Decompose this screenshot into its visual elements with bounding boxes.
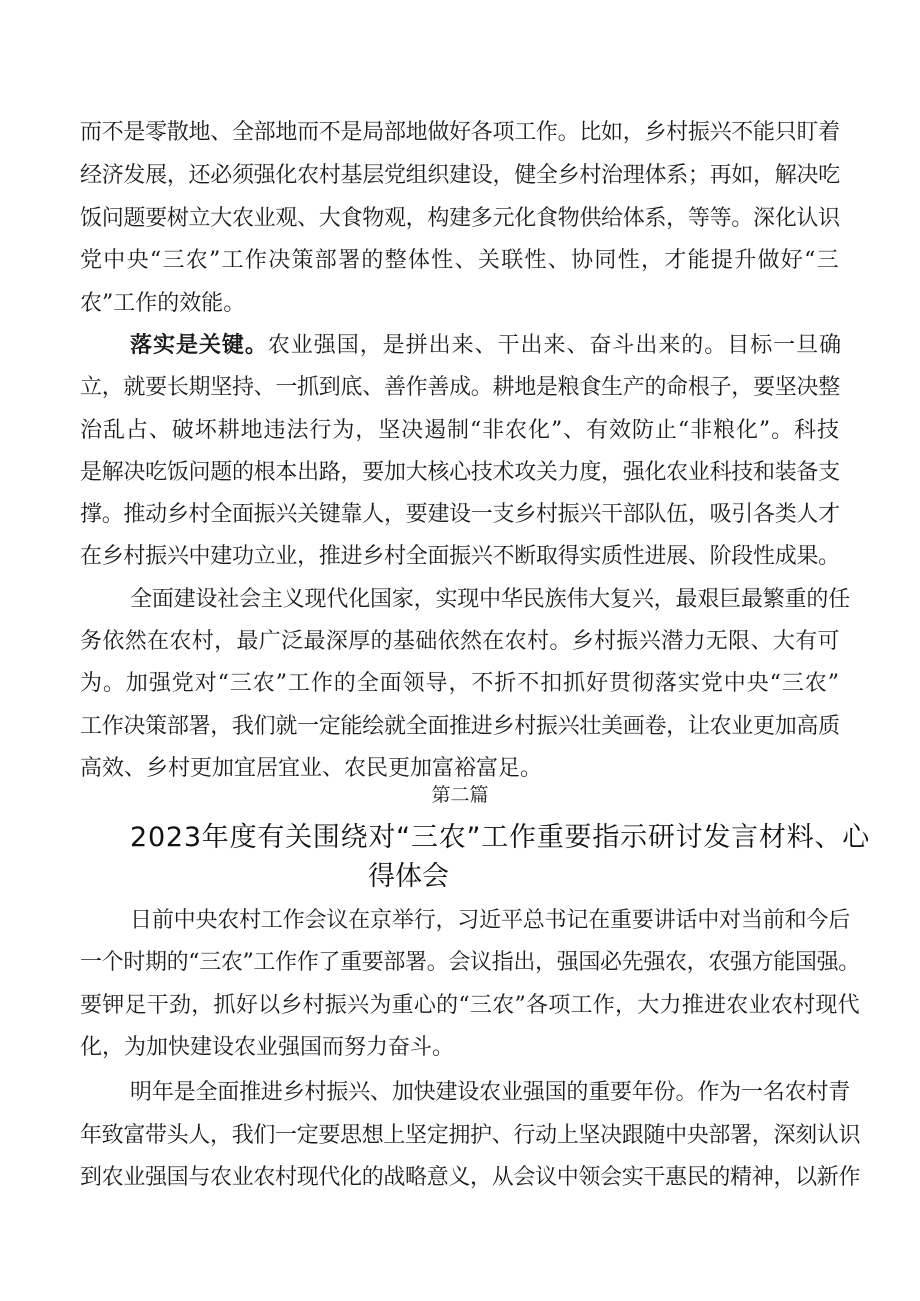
paragraph-line: 在乡村振兴中建功立业，推进乡村全面振兴不断取得实质性进展、阶段性成果。	[80, 544, 840, 569]
paragraph-line: 日前中央农村工作会议在京举行，习近平总书记在重要讲话中对当前和今后	[130, 908, 850, 933]
paragraph-line: 要钾足干劲，抓好以乡村振兴为重心的“三农”各项工作，大力推进农业农村现代	[80, 993, 860, 1018]
paragraph-line: 而不是零散地、全部地而不是局部地做好各项工作。比如，乡村振兴不能只盯着	[80, 120, 840, 145]
paragraph-line: 全面建设社会主义现代化国家，实现中华民族伟大复兴，最艰巨最繁重的任	[130, 587, 850, 612]
paragraph-line: 是解决吃饭问题的根本出路，要加大核心技术攻关力度，强化农业科技和装备支	[80, 460, 840, 485]
paragraph-line	[130, 331, 850, 361]
paragraph-line: 治乱占、破坏耕地违法行为，坚决遏制“非农化”、有效防止“非粮化”。科技	[80, 418, 840, 443]
paragraph-line: 党中央“三农”工作决策部署的整体性、关联性、协同性，才能提升做好“三	[80, 248, 840, 273]
document-title-line: 得体会	[368, 861, 449, 892]
paragraph-line: 工作决策部署，我们就一定能绘就全面推进乡村振兴壮美画卷，让农业更加高质	[80, 714, 840, 739]
paragraph-line: 化，为加快建设农业强国而努力奋斗。	[80, 1035, 455, 1060]
paragraph-text: 农业强国，是拼出来、干出来、奋斗出来的。目标一旦确	[267, 333, 843, 358]
paragraph-line: 立，就要长期坚持、一抓到底、善作善成。耕地是粮食生产的命根子，要坚决整	[80, 375, 840, 400]
paragraph-line: 务依然在农村，最广泛最深厚的基础依然在农村。乡村振兴潜力无限、大有可	[80, 629, 840, 654]
paragraph-line: 年致富带头人，我们一定要思想上坚定拥护、行动上坚决跟随中央部署，深刻认识	[80, 1123, 860, 1148]
paragraph-line: 为。加强党对“三农”工作的全面领导，不折不扣抓好贯彻落实党中央“三农”	[80, 671, 840, 696]
paragraph-line: 明年是全面推进乡村振兴、加快建设农业强国的重要年份。作为一名农村青	[130, 1080, 850, 1105]
paragraph-line: 一个时期的“三农”工作作了重要部署。会议指出，强国必先强农，农强方能国强。	[80, 950, 860, 975]
paragraph-line: 农”工作的效能。	[80, 291, 246, 316]
paragraph-line: 高效、乡村更加宜居宜业、农民更加富裕富足。	[80, 756, 543, 781]
section-label: 第二篇	[431, 784, 489, 806]
document-title-line: 2023年度有关围绕对“三农”工作重要指示研讨发言材料、心	[130, 822, 871, 853]
paragraph-keyword: 落实是关键。	[130, 333, 268, 358]
paragraph-line: 撑。推动乡村全面振兴关键靠人，要建设一支乡村振兴干部队伍，吸引各类人才	[80, 502, 840, 527]
paragraph-line: 饭问题要树立大农业观、大食物观，构建多元化食物供给体系，等等。深化认识	[80, 206, 840, 231]
paragraph-line: 经济发展，还必须强化农村基层党组织建设，健全乡村治理体系；再如，解决吃	[80, 163, 840, 188]
paragraph-line: 到农业强国与农业农村现代化的战略意义，从会议中领会实干惠民的精神，以新作	[80, 1165, 860, 1190]
